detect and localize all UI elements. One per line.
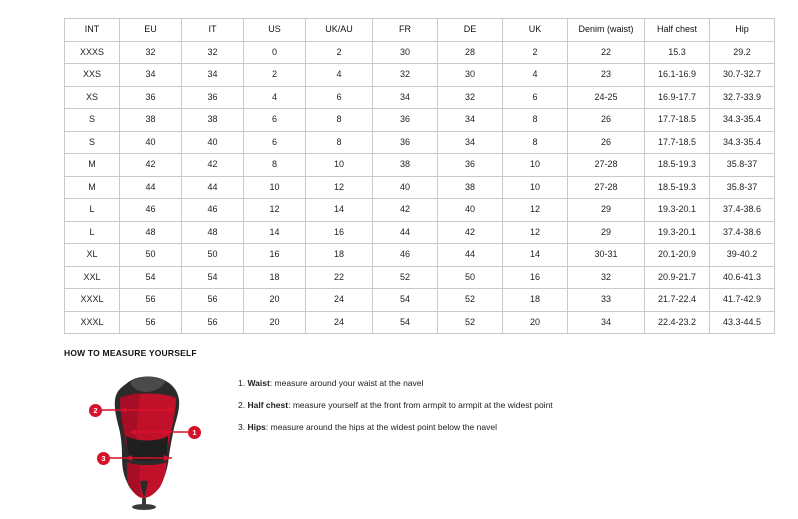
cell: 52 — [438, 311, 503, 334]
table-row — [65, 131, 775, 154]
table-header-row — [65, 19, 775, 42]
instruction-text: : measure around your waist at the navel — [269, 378, 424, 388]
cell: 2 — [503, 41, 568, 64]
column-header-int: INT — [65, 19, 120, 42]
cell: 36 — [438, 154, 503, 177]
table-row — [65, 154, 775, 177]
cell: 6 — [244, 109, 306, 132]
table-row — [65, 244, 775, 267]
size-table-body — [65, 41, 775, 334]
cell: 32.7-33.9 — [710, 86, 775, 109]
cell: 52 — [373, 266, 438, 289]
cell: 32 — [373, 64, 438, 87]
cell: 54 — [373, 289, 438, 312]
cell: 19.3-20.1 — [645, 221, 710, 244]
cell: 8 — [306, 109, 373, 132]
measure-badge-2: 2 — [89, 404, 102, 417]
table-row — [65, 41, 775, 64]
cell: 30 — [438, 64, 503, 87]
cell: 42 — [438, 221, 503, 244]
cell: 10 — [244, 176, 306, 199]
cell: 18.5-19.3 — [645, 176, 710, 199]
cell: 35.8-37 — [710, 154, 775, 177]
cell: 29 — [568, 199, 645, 222]
cell: 54 — [373, 311, 438, 334]
instruction-number: 3. — [238, 422, 246, 433]
cell: 38 — [438, 176, 503, 199]
cell: 22 — [568, 41, 645, 64]
cell: 50 — [120, 244, 182, 267]
how-to-measure-title: HOW TO MEASURE YOURSELF — [64, 348, 197, 358]
cell: M — [65, 176, 120, 199]
column-header-uk-au: UK/AU — [306, 19, 373, 42]
instruction-text: : measure around the hips at the widest point below the navel — [265, 422, 497, 433]
size-table-container — [64, 18, 762, 334]
cell: 34.3-35.4 — [710, 131, 775, 154]
cell: 44 — [373, 221, 438, 244]
how-to-measure-section — [64, 348, 764, 510]
cell: 42 — [182, 154, 244, 177]
instruction-term: Waist — [247, 378, 270, 388]
cell: 10 — [306, 154, 373, 177]
cell: 33 — [568, 289, 645, 312]
cell: 14 — [503, 244, 568, 267]
size-table — [64, 18, 775, 334]
cell: 18.5-19.3 — [645, 154, 710, 177]
cell: 17.7-18.5 — [645, 131, 710, 154]
cell: 34 — [373, 86, 438, 109]
cell: 34 — [182, 64, 244, 87]
cell: 34 — [568, 311, 645, 334]
cell: 20 — [244, 289, 306, 312]
column-header-fr: FR — [373, 19, 438, 42]
table-row — [65, 64, 775, 87]
cell: 56 — [120, 289, 182, 312]
cell: S — [65, 131, 120, 154]
instruction-number: 1. — [238, 378, 246, 388]
cell: 38 — [373, 154, 438, 177]
cell: 28 — [438, 41, 503, 64]
table-row — [65, 289, 775, 312]
cell: 40 — [120, 131, 182, 154]
column-header-us: US — [244, 19, 306, 42]
cell: XXL — [65, 266, 120, 289]
table-row — [65, 199, 775, 222]
cell: 32 — [438, 86, 503, 109]
cell: 22 — [306, 266, 373, 289]
cell: 12 — [244, 199, 306, 222]
cell: 30.7-32.7 — [710, 64, 775, 87]
cell: 30-31 — [568, 244, 645, 267]
cell: XXS — [65, 64, 120, 87]
cell: 56 — [120, 311, 182, 334]
cell: 27-28 — [568, 154, 645, 177]
cell: 38 — [182, 109, 244, 132]
cell: 56 — [182, 311, 244, 334]
column-header-it: IT — [182, 19, 244, 42]
cell: 26 — [568, 131, 645, 154]
cell: 27-28 — [568, 176, 645, 199]
cell: XXXL — [65, 289, 120, 312]
cell: 21.7-22.4 — [645, 289, 710, 312]
cell: 44 — [182, 176, 244, 199]
cell: 46 — [182, 199, 244, 222]
cell: 16.9-17.7 — [645, 86, 710, 109]
column-header-denim-waist: Denim (waist) — [568, 19, 645, 42]
column-header-de: DE — [438, 19, 503, 42]
cell: 26 — [568, 109, 645, 132]
cell: 4 — [503, 64, 568, 87]
cell: 20.1-20.9 — [645, 244, 710, 267]
cell: 20.9-21.7 — [645, 266, 710, 289]
cell: 34 — [438, 109, 503, 132]
how-to-measure-body — [64, 368, 764, 510]
cell: 6 — [244, 131, 306, 154]
cell: 14 — [244, 221, 306, 244]
instruction-term: Half chest — [247, 400, 289, 411]
table-row — [65, 86, 775, 109]
cell: 40 — [438, 199, 503, 222]
cell: 24 — [306, 289, 373, 312]
cell: 10 — [503, 176, 568, 199]
cell: 18 — [503, 289, 568, 312]
cell: 2 — [244, 64, 306, 87]
cell: 34.3-35.4 — [710, 109, 775, 132]
cell: 52 — [438, 289, 503, 312]
measure-badge-3: 3 — [97, 452, 110, 465]
measure-instructions — [238, 378, 553, 445]
cell: 42 — [373, 199, 438, 222]
table-row — [65, 176, 775, 199]
cell: 29.2 — [710, 41, 775, 64]
cell: 8 — [244, 154, 306, 177]
cell: M — [65, 154, 120, 177]
cell: 36 — [373, 109, 438, 132]
cell: 17.7-18.5 — [645, 109, 710, 132]
column-header-hip: Hip — [710, 19, 775, 42]
size-table-head — [65, 19, 775, 42]
cell: 36 — [182, 86, 244, 109]
cell: 24 — [306, 311, 373, 334]
cell: 19.3-20.1 — [645, 199, 710, 222]
cell: XXXS — [65, 41, 120, 64]
cell: 36 — [373, 131, 438, 154]
measure-instruction-hips — [238, 422, 553, 432]
table-row — [65, 221, 775, 244]
cell: 10 — [503, 154, 568, 177]
cell: 16 — [503, 266, 568, 289]
cell: 46 — [120, 199, 182, 222]
cell: XS — [65, 86, 120, 109]
cell: 38 — [120, 109, 182, 132]
measure-instruction-waist — [238, 378, 553, 388]
column-header-half-chest: Half chest — [645, 19, 710, 42]
cell: 16 — [244, 244, 306, 267]
measure-badge-1: 1 — [188, 426, 201, 439]
cell: L — [65, 199, 120, 222]
cell: 18 — [306, 244, 373, 267]
cell: 35.8-37 — [710, 176, 775, 199]
instruction-number: 2. — [238, 400, 246, 411]
cell: 8 — [306, 131, 373, 154]
cell: S — [65, 109, 120, 132]
mannequin-icon — [96, 370, 216, 510]
cell: 34 — [438, 131, 503, 154]
cell: 46 — [373, 244, 438, 267]
table-row — [65, 266, 775, 289]
cell: 42 — [120, 154, 182, 177]
table-row — [65, 311, 775, 334]
cell: XL — [65, 244, 120, 267]
cell: 40 — [373, 176, 438, 199]
cell: 16.1-16.9 — [645, 64, 710, 87]
cell: 12 — [306, 176, 373, 199]
cell: 24-25 — [568, 86, 645, 109]
cell: 8 — [503, 109, 568, 132]
cell: 15.3 — [645, 41, 710, 64]
cell: 23 — [568, 64, 645, 87]
mannequin-illustration — [93, 370, 216, 510]
column-header-uk: UK — [503, 19, 568, 42]
cell: 50 — [182, 244, 244, 267]
measure-instruction-half-chest — [238, 400, 553, 410]
cell: 41.7-42.9 — [710, 289, 775, 312]
cell: 2 — [306, 41, 373, 64]
cell: 4 — [244, 86, 306, 109]
cell: 54 — [182, 266, 244, 289]
cell: 50 — [438, 266, 503, 289]
cell: 44 — [120, 176, 182, 199]
cell: 16 — [306, 221, 373, 244]
instruction-text: : measure yourself at the front from armpit to armpit at the widest point — [288, 400, 553, 411]
cell: 37.4-38.6 — [710, 199, 775, 222]
cell: 44 — [438, 244, 503, 267]
cell: 40 — [182, 131, 244, 154]
cell: 32 — [182, 41, 244, 64]
cell: 32 — [120, 41, 182, 64]
cell: 39-40.2 — [710, 244, 775, 267]
cell: 30 — [373, 41, 438, 64]
cell: 34 — [120, 64, 182, 87]
cell: 12 — [503, 221, 568, 244]
cell: 6 — [503, 86, 568, 109]
cell: 32 — [568, 266, 645, 289]
cell: 40.6-41.3 — [710, 266, 775, 289]
instruction-term: Hips — [247, 422, 266, 433]
cell: 48 — [120, 221, 182, 244]
cell: 37.4-38.6 — [710, 221, 775, 244]
cell: L — [65, 221, 120, 244]
cell: 56 — [182, 289, 244, 312]
cell: 22.4-23.2 — [645, 311, 710, 334]
cell: 48 — [182, 221, 244, 244]
cell: 14 — [306, 199, 373, 222]
column-header-eu: EU — [120, 19, 182, 42]
cell: 8 — [503, 131, 568, 154]
cell: 54 — [120, 266, 182, 289]
cell: 29 — [568, 221, 645, 244]
cell: 20 — [503, 311, 568, 334]
cell: 43.3-44.5 — [710, 311, 775, 334]
cell: 12 — [503, 199, 568, 222]
cell: 6 — [306, 86, 373, 109]
cell: XXXL — [65, 311, 120, 334]
cell: 36 — [120, 86, 182, 109]
cell: 20 — [244, 311, 306, 334]
table-row — [65, 109, 775, 132]
cell: 18 — [244, 266, 306, 289]
cell: 0 — [244, 41, 306, 64]
cell: 4 — [306, 64, 373, 87]
